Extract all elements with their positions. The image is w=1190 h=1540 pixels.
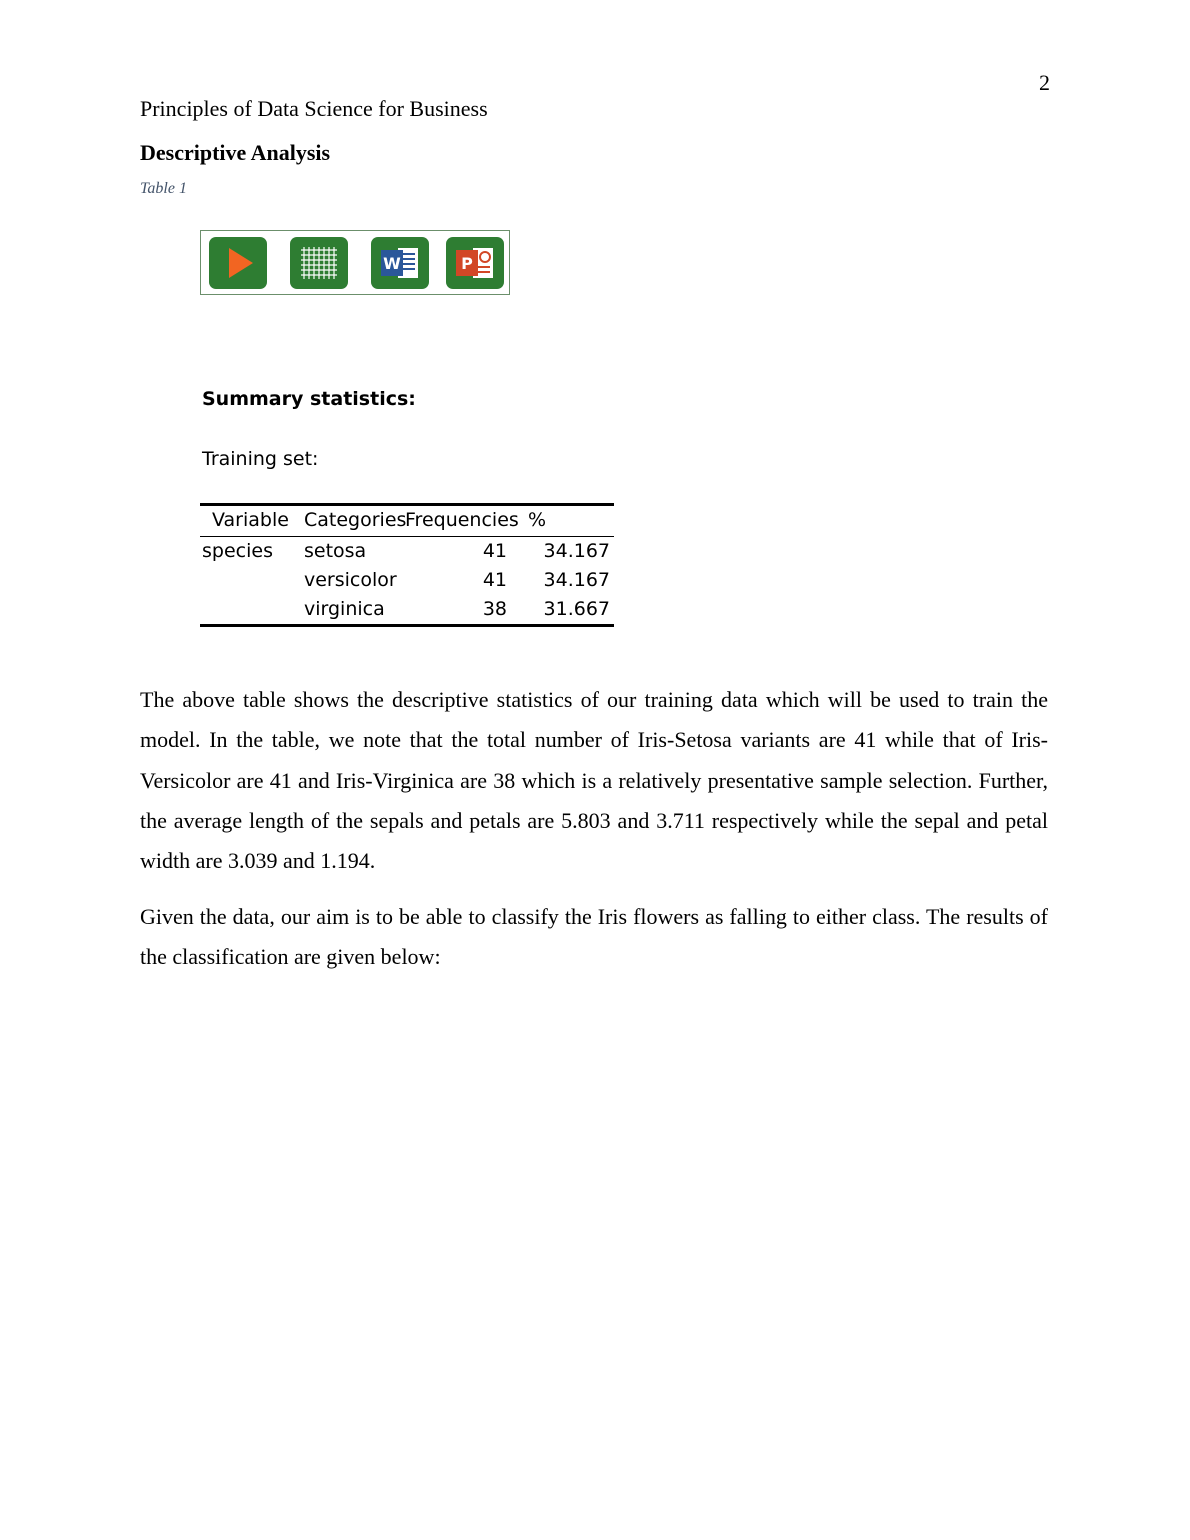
section-heading: Descriptive Analysis <box>140 140 331 165</box>
body-paragraph: The above table shows the descriptive statistics of our training data which will be used to train the model. In the table, we note that the total number of Iris-Setosa variants are 41 while that of Iris-Versicolor are 41 and Iris-Virginica are 38 which is a relatively presentative sample selection. Further, the average length of the sepals and petals are 5.803 and 3.711 respectively while the sepal and petal width are 3.039 and 1.194. <box>140 687 1048 874</box>
running-head: Principles of Data Science for Business <box>140 96 488 121</box>
run-button[interactable] <box>209 237 267 289</box>
word-icon <box>371 237 429 289</box>
table-row <box>200 595 614 624</box>
table-row <box>200 537 614 566</box>
cell-frequency: 41 <box>482 540 507 562</box>
header-percent <box>512 509 612 531</box>
cell-percent: 31.667 <box>543 598 610 620</box>
table-caption: Table 1 <box>140 180 187 197</box>
summary-heading: Summary statistics: <box>202 388 416 410</box>
powerpoint-icon <box>446 237 504 289</box>
cell-category: virginica <box>304 598 385 620</box>
table-header-row <box>200 506 614 537</box>
header-variable: Variable <box>212 509 289 531</box>
cell-frequency: 41 <box>482 569 507 591</box>
cell-category: versicolor <box>304 569 397 591</box>
cell-frequency: 38 <box>482 598 507 620</box>
cell-percent: 34.167 <box>543 540 610 562</box>
page-number: 2 <box>1039 70 1050 95</box>
play-icon <box>209 237 267 289</box>
training-set-label: Training set: <box>202 448 319 470</box>
cell-percent: 34.167 <box>543 569 610 591</box>
header-percent-text: % <box>527 509 547 531</box>
body-paragraph: Given the data, our aim is to be able to classify the Iris flowers as falling to either class. The results of the classification are given below: <box>140 904 1048 970</box>
summary-table <box>200 503 614 627</box>
export-toolbar <box>200 230 510 295</box>
cell-variable: species <box>202 540 273 562</box>
powerpoint-button[interactable] <box>446 237 504 289</box>
grid-button[interactable] <box>290 237 348 289</box>
word-icon-letter: W <box>383 254 401 273</box>
header-categories: Categories <box>304 509 407 531</box>
table-row <box>200 566 614 595</box>
ppt-icon-letter: P <box>461 254 473 273</box>
header-frequencies: Frequencies <box>405 509 519 531</box>
grid-icon <box>290 237 348 289</box>
cell-category: setosa <box>304 540 367 562</box>
word-button[interactable] <box>371 237 429 289</box>
